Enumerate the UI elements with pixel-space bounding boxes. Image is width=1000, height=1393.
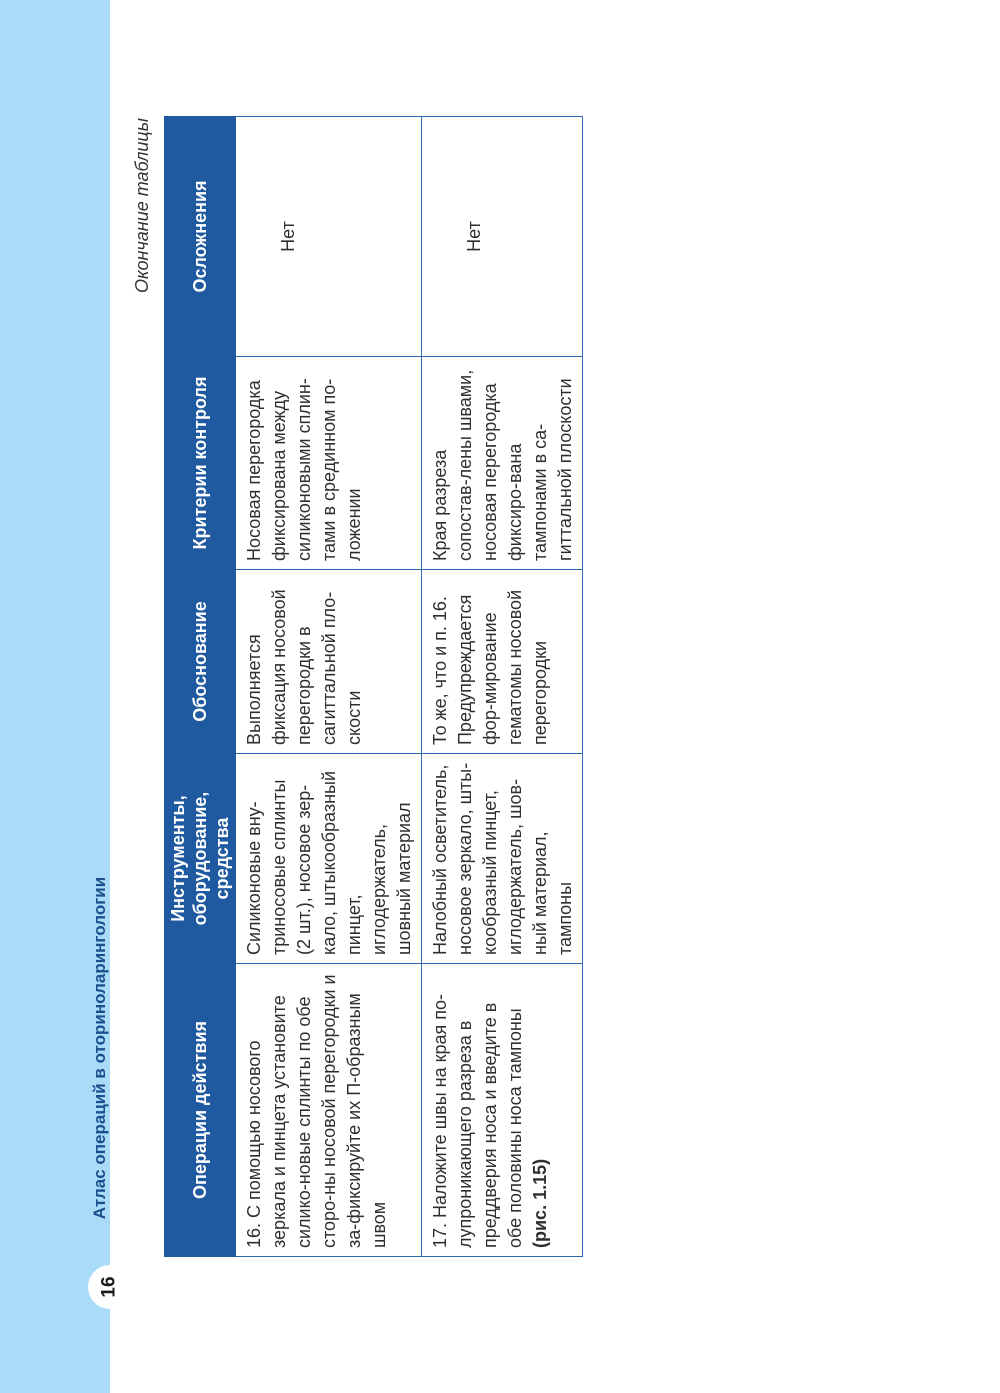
figure-reference: (рис. 1.15) — [530, 1158, 550, 1248]
operation-text: 17. Наложите швы на края по-лупроникающего разреза в преддверия носа и введите в обе половины носа тампоны — [430, 994, 525, 1248]
header-instruments: Инструменты, оборудование, средства — [165, 754, 236, 964]
running-title-text: Атлас операций в оториноларингологии — [90, 876, 110, 1220]
header-rationale: Обоснование — [165, 570, 236, 754]
page-number: 16 — [98, 1276, 120, 1298]
cell-complications: Нет — [236, 117, 422, 357]
operations-table — [164, 116, 583, 1257]
cell-complications: Нет — [422, 117, 583, 357]
cell-control: Края разреза сопостав-лены швами, носовая перегородка фиксиро-вана тампонами в са-гиттальной плоскости — [422, 357, 583, 570]
cell-operation: 16. С помощью носового зеркала и пинцета установите силико-новые сплинты по обе сторо-ны носовой перегородки и за-фиксируйте их П-образным швом — [236, 964, 422, 1257]
table-caption — [128, 118, 156, 293]
header-operations: Операции действия — [165, 964, 236, 1257]
running-title — [84, 878, 116, 1218]
cell-instruments: Силиконовые вну-триносовые сплинты (2 шт.), носовое зер-кало, штыкообразный пинцет, иглодержатель, шовный материал — [236, 754, 422, 964]
operations-table-wrapper — [164, 117, 575, 1257]
table-row — [422, 117, 583, 1257]
cell-instruments: Налобный осветитель, носовое зеркало, шты-кообразный пинцет, иглодержатель, шов-ный материал, тампоны — [422, 754, 583, 964]
header-complications: Осложнения — [165, 117, 236, 357]
page-number-badge — [88, 1265, 132, 1309]
cell-rationale: Выполняется фиксация носовой перегородки в сагиттальной пло-скости — [236, 570, 422, 754]
table-header-row — [165, 117, 236, 1257]
cell-operation — [422, 964, 583, 1257]
header-control: Критерии контроля — [165, 357, 236, 570]
cell-rationale: То же, что и п. 16. Предупреждается фор-мирование гематомы носовой перегородки — [422, 570, 583, 754]
table-row — [236, 117, 422, 1257]
cell-control: Носовая перегородка фиксирована между силиконовыми сплин-тами в срединном по-ложении — [236, 357, 422, 570]
table-caption-text: Окончание таблицы — [131, 118, 152, 293]
